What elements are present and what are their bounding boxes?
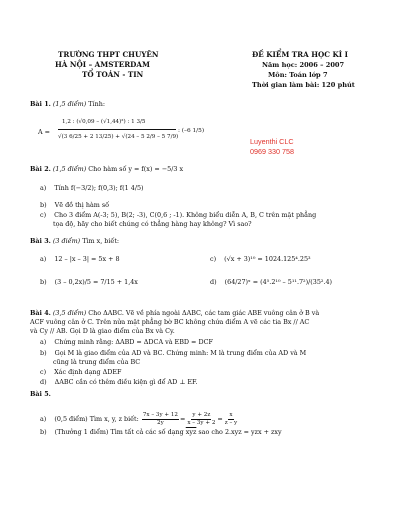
bai1-numerator: 1,2 : (√0,09 – (√1,44)²) : 1 3/5 xyxy=(62,119,146,125)
bai3-points: (3 điểm) xyxy=(52,237,81,245)
bai1-heading xyxy=(30,100,105,108)
bai5-condition: 2.xyz = yzx + zxy xyxy=(224,428,282,436)
bai5-fraction-3: $\frac{x}{z - y}$ xyxy=(224,412,238,426)
bai1-expr-lhs: A = xyxy=(38,128,51,136)
bai2-part-c-line1: c) Cho 3 điểm A(-3; 5), B(2; -3), C(0,6 ; -1). Không biểu diễn A, B, C trên mặt phẳng xyxy=(40,211,317,219)
school-year: Năm học: 2006 – 2007 xyxy=(262,61,345,69)
time-limit: Thời gian làm bài: 120 phút xyxy=(252,81,355,89)
bai4-label: Bài 4. xyxy=(30,309,51,317)
bai3-part-d: d) (64/27)ˣ = (4⁵.2¹⁰ – 5¹¹.7²)/(35².4) xyxy=(210,278,333,286)
watermark-line1: Luyenthi CLC xyxy=(250,137,294,146)
bai1-label: Bài 1. xyxy=(30,100,51,108)
bai2-function: −5/3 x xyxy=(161,165,184,173)
bai2-label: Bài 2. xyxy=(30,165,51,173)
bai4-part-d: d) ΔABC cần có thêm điều kiện gì để AD ⊥ EF. xyxy=(40,378,198,386)
watermark-line2: 0969 330 758 xyxy=(250,147,294,156)
bai2-part-b: b) Vẽ đồ thị hàm số xyxy=(40,201,110,209)
bai3-part-c: c) (√x + 3)¹⁰ = 1024.125⁴.25³ xyxy=(210,255,311,263)
bai3-part-a: a) 12 – |x – 3| = 5x + 8 xyxy=(40,255,120,263)
bai5-part-a: a) (0,5 điểm) Tìm x, y, z biết: $\frac{7x - 3y + 12}{2y}$ = $\frac{y + 2z}{x - 3y + 2}$ = $\frac{x}{z - y}$ xyxy=(40,412,238,426)
exam-title: ĐỀ KIỂM TRA HỌC KÌ I xyxy=(252,50,348,59)
bai3-part-b: b) (3 – 0,2x)/5 = 7/15 + 1,4x xyxy=(40,278,138,286)
bai4-part-b-line1: b) Gọi M là giao điểm của AD và BC. Chứng minh: M là trung điểm của AD và M xyxy=(40,349,307,357)
bai4-part-c: c) Xác định dạng ΔDEF xyxy=(40,368,122,376)
bai2-part-a: a) Tính f(−3/2); f(0,3); f(1 4/5) xyxy=(40,184,144,192)
bai3-label: Bài 3. xyxy=(30,237,51,245)
bai5-part-b: b) (Thưởng 1 điểm) Tìm tất cả các số dạng $\overline{xyz}$ sao cho 2.xyz = yzx + zxy xyxy=(40,428,282,436)
bai5-fraction-1: $\frac{7x - 3y + 12}{2y}$ xyxy=(142,412,178,426)
bai3-instruction: Tìm x, biết: xyxy=(82,237,120,245)
school-name-line2: HÀ NỘI – AMSTERDAM xyxy=(55,60,150,69)
bai1-instruction: Tính: xyxy=(88,100,105,108)
bai1-denominator: √(3 6/25 + 2 13/25) + √(24 – 5 2/9 – 5 7/9) xyxy=(58,134,179,140)
bai1-points: (1,5 điểm) xyxy=(52,100,87,108)
bai2-part-c-line2: tọa độ, hãy cho biết chúng có thẳng hàng hay không? Vì sao? xyxy=(53,220,252,228)
bai4-text1: Cho ΔABC. Vẽ về phía ngoài ΔABC, các tam giác ABE vuông cân ở B và xyxy=(88,309,320,317)
bai1-fraction-bar xyxy=(58,129,176,130)
bai4-part-b-line2: cũng là trung điểm của BC xyxy=(53,358,141,366)
bai4-part-a: a) Chứng minh rằng: ΔABD = ΔDCA và EBD = DCF xyxy=(40,338,213,346)
bai5-number-form: $\overline{xyz}$ xyxy=(185,428,197,436)
bai1-tail: : (–6 1/5) xyxy=(178,128,205,134)
bai4-points: (3,5 điểm) xyxy=(52,309,87,317)
bai2-heading xyxy=(30,165,183,173)
bai4-text2: ACF vuông cân ở C. Trên nửa mặt phẳng bờ BC không chứa điểm A vẽ các tia Bx // AC xyxy=(30,318,310,326)
department-name: TỔ TOÁN - TIN xyxy=(82,70,144,79)
school-name-line1: TRƯỜNG THPT CHUYÊN xyxy=(58,50,159,59)
bai4-heading xyxy=(30,309,319,317)
bai5-label: Bài 5. xyxy=(30,390,51,398)
subject: Môn: Toán lớp 7 xyxy=(268,71,328,79)
bai2-intro: Cho hàm số y = f(x) = xyxy=(88,165,160,173)
bai4-text3: và Cy // AB. Gọi D là giao điểm của Bx và Cy. xyxy=(30,327,175,335)
bai5-fraction-2: $\frac{y + 2z}{x - 3y + 2}$ xyxy=(187,412,216,426)
bai2-points: (1,5 điểm) xyxy=(52,165,87,173)
bai3-heading xyxy=(30,237,119,245)
